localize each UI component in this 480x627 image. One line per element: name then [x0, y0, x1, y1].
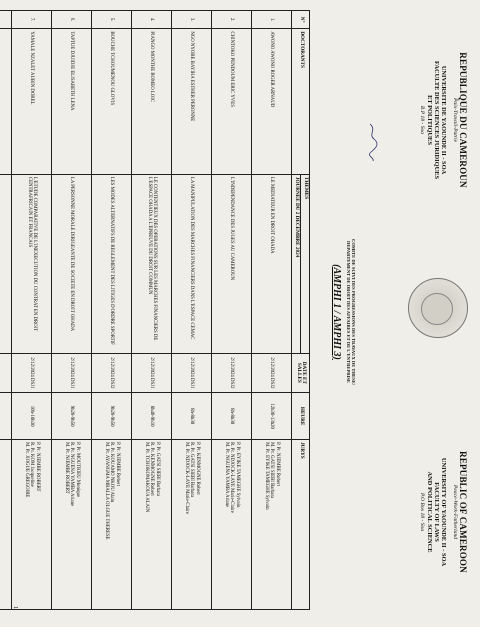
committee-block — [331, 172, 356, 452]
date-cell: 2/12/2024 DSJ1 — [12, 353, 52, 393]
header-right-po-box: P.O Box 18 - Soa — [419, 492, 426, 532]
date-cell: 2/12/2024 DSJ2 — [212, 353, 252, 393]
signature-image — [367, 122, 379, 162]
header-doctorant: DOCTORANTS — [292, 29, 310, 175]
doctorant-cell: AWONO AWONO ROGER ARNAUD — [252, 29, 292, 175]
row-no-cell: 1. — [252, 11, 292, 29]
jury-member: R. Pr. KOM Jacqueline — [29, 442, 35, 487]
jury-member: P. Pr. EYIKE TAMEGHE Sylvain — [234, 442, 240, 508]
jury-member: M. Pr. EYIKE TAMEGHE Sylvain — [263, 442, 269, 510]
jury-member: M. Pr. TCHOKOMAKOUA ALAIN — [143, 442, 149, 513]
header-left-po-box: B.P 18 - Soa — [419, 105, 426, 135]
jury-cell — [0, 440, 12, 610]
theme-cell: LE MEDIATEUR EN DROIT OHADA — [252, 174, 292, 353]
jury-cell — [172, 440, 212, 610]
theme-cell — [0, 174, 12, 353]
theme-cell: LE CONTENTIEUX DES OPERATIONS SUR LES MARCHES FINANCIERS DE L'ESPACE OHADA A L'EPREUVE DU DROIT COMMUN — [132, 174, 172, 353]
doctorant-cell: PIANGO MONTHE ROMEO LOIC — [132, 29, 172, 175]
theme-cell: LA PERSONNE MORALE DIRIGEANTE DE SOCIETE EN DROIT OHADA — [52, 174, 92, 353]
date-cell: 2/12/2024 DSJ1 — [172, 353, 212, 393]
header-left-motto: Paix-Travail-Patrie — [451, 97, 458, 143]
date-cell: 2/12/2024 DSJ2 — [252, 353, 292, 393]
table-row — [0, 11, 12, 610]
header-left-faculty-2: ET POLITIQUES — [425, 95, 433, 145]
header-jury: JURYS — [292, 440, 310, 610]
table-row — [92, 11, 132, 610]
header-right-university: UNIVERSITY OF YAOUNDE II - SOA — [440, 457, 448, 567]
jury-cell — [12, 440, 52, 610]
table-header-row — [301, 11, 310, 610]
row-no-cell: 2. — [212, 11, 252, 29]
theme-cell: L'ETUDE COMPARATIVE DE L'INEXECUTION DU CONTRAT EN DROIT CENTRAFRICAIN ET FRANCAIS — [12, 174, 52, 353]
table-row — [252, 11, 292, 610]
jury-member: P. Pr. NJEMBE Robert — [274, 442, 280, 486]
jury-member: P. Pr. GATSI SIEBI Barbara — [154, 442, 160, 497]
header-left-faculty-1: FACULTE DES SCIENCES JURIDIQUES — [432, 60, 440, 180]
doctorant-cell: YAMALE NZALET AUBIN DOREL — [12, 29, 52, 175]
theme-cell: LES MODES ALTERNATIFS DE REGLEMENT DES LITIGES D'ORDRE SPORTIF — [92, 174, 132, 353]
doctorant-cell: NGO NYOBE BAYIHA ESTHER PERONNE — [172, 29, 212, 175]
jury-member: M. Pr. NJEMBE ROBERT — [63, 442, 69, 494]
row-no-cell: 4. — [132, 11, 172, 29]
row-no-cell: 5. — [92, 11, 132, 29]
header-left-country: REPUBLIQUE DU CAMEROUN — [458, 52, 468, 188]
schedule-table — [0, 10, 310, 610]
jury-member: R. Pr. KOUAMO NKOU Alain — [109, 442, 115, 503]
table-row — [12, 11, 52, 610]
jury-member: R. Pr. GATSI SIEBI Barbara — [189, 442, 195, 498]
row-no-cell: 7. — [12, 11, 52, 29]
jury-member: P. Pr. NJEMBE ROBERT — [34, 442, 40, 492]
jury-member: M. Pr. GATSI SIEBI Barbara — [269, 442, 275, 499]
table-row — [132, 11, 172, 610]
doctorant-cell: CHINTOKO PENDOUM ERIC YVES — [212, 29, 252, 175]
venue-title: (AMPHI 1 / AMPHI 3) — [331, 264, 343, 360]
page-number: 1 — [12, 606, 18, 609]
table-row — [52, 11, 92, 610]
row-no-cell — [0, 11, 12, 29]
jury-member: R. Pr. NDJOCK-LAYE Marie-Claire — [229, 442, 235, 513]
header-left — [419, 20, 468, 220]
header-hour: HEURE — [292, 393, 310, 440]
doctorant-cell — [0, 29, 12, 175]
date-cell: 2/12/2024 DSJ1 — [132, 353, 172, 393]
date-cell: 2/12/2024 DSJ1 — [52, 353, 92, 393]
doctorant-cell: BOUCHE TCHOUMENOU GLOVIS — [92, 29, 132, 175]
row-no-cell: 3. — [172, 11, 212, 29]
jury-cell — [212, 440, 252, 610]
header-right-faculty-2: AND POLITICAL SCIENCE — [425, 471, 433, 553]
date-cell — [0, 353, 12, 393]
row-no-cell: 6. — [52, 11, 92, 29]
header-no: N° — [292, 11, 310, 29]
jury-member: M. Pr. JIOGUE GREGOIRE — [23, 442, 29, 498]
jury-member: M. Pr. AYANGMA MBALLA OLGUE THERESE — [103, 442, 109, 540]
seal-emblem-icon — [421, 293, 453, 325]
jury-member: P. Pr. NJEMBE Robert — [114, 442, 120, 486]
jury-cell — [132, 440, 172, 610]
header-right-motto: Peace-Work-Fatherland — [451, 484, 458, 540]
header-right-country: REPUBLIC OF CAMEROON — [458, 451, 468, 573]
jury-member: R. Pr. NGUENA YAMBA Ariane — [69, 442, 75, 507]
theme-cell: LA MANIPULATION DES MARCHES FINANCIERS DANS L'ESPACE CEMAC — [172, 174, 212, 353]
header-right — [419, 412, 468, 612]
hour-cell: 12h30-13h20 — [252, 393, 292, 440]
hour-cell — [0, 393, 12, 440]
doctorant-cell: TAPTUE DJUIDJE ELISABETH LENA — [52, 29, 92, 175]
hour-cell: 9h20-9h50 — [52, 393, 92, 440]
day-subheader: JOURNEE DU 2 DECEMBRE 2024 — [292, 174, 301, 353]
committee-line-2: DEPARTEMENT DE DROIT DES AFFAIRES ET DE L'ENTREPRISE — [345, 241, 351, 383]
hour-cell: 8h-8h30 — [172, 393, 212, 440]
jury-member: R. Pr. KENMOGNE Robert — [149, 442, 155, 496]
hour-cell: 8h40-9h10 — [132, 393, 172, 440]
university-seal — [408, 278, 468, 338]
committee-line-1: COMITE DE SUIVI DES PROGRESSIONS DES TRAVAUX DE THESE/ — [351, 239, 356, 385]
jury-cell — [252, 440, 292, 610]
jury-member: P. Pr. MOUTHIEU Monique — [74, 442, 80, 498]
jury-cell — [52, 440, 92, 610]
header-right-faculty-1: FACULTY OF LAWS — [432, 482, 440, 542]
jury-member: P. Pr. KENMOGNE Robert — [194, 442, 200, 495]
table-row — [212, 11, 252, 610]
table-row — [172, 11, 212, 610]
jury-cell — [92, 440, 132, 610]
hour-cell: 8h-8h30 — [212, 393, 252, 440]
header-left-university: UNIVERSITE DE YAOUNDE II - SOA — [440, 65, 448, 175]
rotated-sheet — [6, 2, 474, 624]
date-cell: 2/12/2024 DSJ2 — [92, 353, 132, 393]
header-theme: THEMES — [301, 174, 310, 353]
header-date: DATE ET SALLES — [292, 353, 310, 393]
jury-member: M. Pr. NGUENA YAMBA Ariane — [223, 442, 229, 508]
hour-cell: 10h-10h30 — [12, 393, 52, 440]
hour-cell: 9h20-9h50 — [92, 393, 132, 440]
jury-member: M. Pr. NDJOCK-LAYE Marie-Claire — [183, 442, 189, 514]
theme-cell: L'INDEPENDANCE DES JUGES AU CAMEROUN — [212, 174, 252, 353]
